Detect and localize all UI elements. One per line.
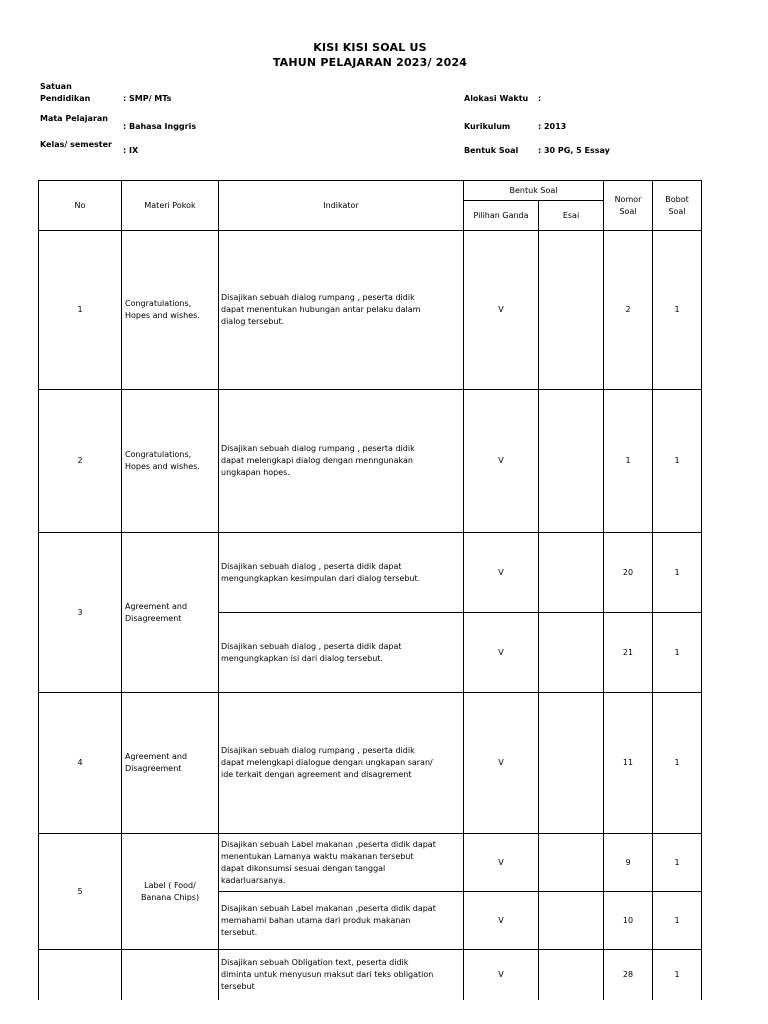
alokasi-value: : <box>538 94 542 103</box>
cell-nomor-soal: 1 <box>604 390 653 533</box>
kelas-value: : IX <box>123 146 139 155</box>
cell-esai <box>539 533 604 613</box>
indikator-line: Disajikan sebuah dialog rumpang , peserta didik <box>221 746 415 755</box>
indikator-line: Disajikan sebuah Obligation text, peserta didik <box>221 957 409 967</box>
indikator-line: dapat dikonsumsi sesuai dengan tanggal <box>221 863 386 873</box>
indikator-line: ungkapan hopes. <box>221 468 290 477</box>
header-pilihan-ganda: Pilihan Ganda <box>464 201 539 231</box>
cell-no <box>39 950 122 1000</box>
indikator-line: menentukan Lamanya waktu makanan tersebut <box>221 851 414 861</box>
indikator-line: tersebut. <box>221 927 258 937</box>
cell-no: 3 <box>39 533 122 693</box>
header-bobot-line-1: Bobot <box>665 194 689 204</box>
cell-indikator <box>219 390 464 533</box>
indikator-line: Disajikan sebuah dialog rumpang , peserta didik <box>221 444 415 453</box>
header-nomor-soal <box>604 181 653 231</box>
cell-bobot-soal: 1 <box>653 613 702 693</box>
indikator-line: ide terkait dengan agreement and disagrement <box>221 770 412 779</box>
cell-indikator <box>219 693 464 834</box>
title-line-1: KISI KISI SOAL US <box>313 41 427 54</box>
bentuk-label: Bentuk Soal <box>464 146 519 155</box>
indikator-line: tersebut <box>221 981 255 991</box>
cell-pilihan-ganda: V <box>464 950 539 1000</box>
materi-line: Congratulations, <box>125 450 192 459</box>
cell-pilihan-ganda: V <box>464 533 539 613</box>
cell-esai <box>539 613 604 693</box>
cell-bobot-soal: 1 <box>653 950 702 1000</box>
cell-bobot-soal: 1 <box>653 533 702 613</box>
indikator-line: Disajikan sebuah dialog , peserta didik dapat <box>221 641 402 651</box>
materi-line: Hopes and wishes. <box>125 311 200 320</box>
cell-indikator <box>219 892 464 950</box>
materi-line: Agreement and <box>125 601 188 611</box>
cell-indikator <box>219 613 464 693</box>
materi-line: Banana Chips) <box>140 892 200 902</box>
indikator-line: dapat menentukan hubungan antar pelaku dalam <box>221 305 421 314</box>
materi-line: Disagreement <box>125 613 182 623</box>
header-nomor-line-1: Nomor <box>614 194 642 204</box>
cell-bobot-soal: 1 <box>653 892 702 950</box>
cell-bobot-soal: 1 <box>653 834 702 892</box>
cell-bobot-soal: 1 <box>653 231 702 390</box>
cell-nomor-soal: 21 <box>604 613 653 693</box>
alokasi-label: Alokasi Waktu <box>464 94 529 103</box>
cell-no: 2 <box>39 390 122 533</box>
indikator-line: dapat melengkapi dialogue dengan ungkapan saran/ <box>221 758 433 767</box>
cell-pilihan-ganda: V <box>464 834 539 892</box>
table-row <box>39 834 702 892</box>
cell-no: 4 <box>39 693 122 834</box>
header-no: No <box>39 181 122 231</box>
table-header <box>39 181 702 231</box>
materi-line: Disagreement <box>125 764 182 773</box>
cell-pilihan-ganda: V <box>464 390 539 533</box>
cell-pilihan-ganda: V <box>464 693 539 834</box>
indikator-line: mengungkapkan isi dari dialog tersebut. <box>221 653 383 663</box>
header-nomor-line-2: Soal <box>619 206 637 216</box>
cell-materi-pokok <box>122 693 219 834</box>
materi-line: Congratulations, <box>125 299 192 308</box>
satuan-label-2: Pendidikan <box>40 94 91 103</box>
indikator-line: dialog tersebut. <box>221 317 285 326</box>
cell-nomor-soal: 10 <box>604 892 653 950</box>
cell-nomor-soal: 9 <box>604 834 653 892</box>
cell-materi-pokok <box>122 390 219 533</box>
cell-no: 1 <box>39 231 122 390</box>
cell-materi-pokok <box>122 834 219 950</box>
table-body <box>39 231 702 1000</box>
materi-line: Agreement and <box>125 752 188 761</box>
cell-esai <box>539 892 604 950</box>
cell-nomor-soal: 20 <box>604 533 653 613</box>
cell-esai <box>539 950 604 1000</box>
table-row <box>39 693 702 834</box>
indikator-line: dapat melengkapi dialog dengan menngunakan <box>221 456 413 465</box>
materi-line: Label ( Food/ <box>144 880 196 890</box>
cell-indikator <box>219 231 464 390</box>
cell-nomor-soal: 28 <box>604 950 653 1000</box>
cell-indikator <box>219 533 464 613</box>
cell-bobot-soal: 1 <box>653 693 702 834</box>
satuan-value: : SMP/ MTs <box>123 94 172 103</box>
cell-materi-pokok <box>122 231 219 390</box>
cell-pilihan-ganda: V <box>464 231 539 390</box>
cell-bobot-soal: 1 <box>653 390 702 533</box>
cell-nomor-soal: 2 <box>604 231 653 390</box>
kurikulum-value: : 2013 <box>538 122 567 131</box>
kisi-kisi-table <box>38 180 702 1000</box>
cell-pilihan-ganda: V <box>464 892 539 950</box>
indikator-line: Disajikan sebuah Label makanan ,peserta didik dapat <box>221 903 436 913</box>
cell-pilihan-ganda: V <box>464 613 539 693</box>
header-bobot-line-2: Soal <box>668 206 686 216</box>
header-bobot-soal <box>653 181 702 231</box>
title-line-2: TAHUN PELAJARAN 2023/ 2024 <box>272 56 468 69</box>
cell-indikator <box>219 950 464 1000</box>
header-esai: Esai <box>539 201 604 231</box>
cell-esai <box>539 693 604 834</box>
header-indikator: Indikator <box>219 181 464 231</box>
indikator-line: Disajikan sebuah dialog , peserta didik dapat <box>221 561 402 571</box>
materi-line: Hopes and wishes. <box>125 462 200 471</box>
mapel-value: : Bahasa Inggris <box>123 122 197 131</box>
cell-materi-pokok <box>122 533 219 693</box>
cell-materi-pokok <box>122 950 219 1000</box>
cell-indikator <box>219 834 464 892</box>
mapel-label: Mata Pelajaran <box>40 114 108 123</box>
cell-no: 5 <box>39 834 122 950</box>
header-bentuk-soal: Bentuk Soal <box>464 181 604 201</box>
table-row <box>39 533 702 613</box>
indikator-line: Disajikan sebuah Label makanan ,peserta didik dapat <box>221 839 436 849</box>
cell-esai <box>539 834 604 892</box>
kelas-label: Kelas/ semester <box>40 140 112 149</box>
kurikulum-label: Kurikulum <box>464 122 511 131</box>
table-row <box>39 231 702 390</box>
indikator-line: memahami bahan utama dari produk makanan <box>221 915 411 925</box>
cell-esai <box>539 390 604 533</box>
bentuk-value: : 30 PG, 5 Essay <box>538 146 610 155</box>
header-materi-pokok: Materi Pokok <box>122 181 219 231</box>
cell-nomor-soal: 11 <box>604 693 653 834</box>
indikator-line: mengungkapkan kesimpulan dari dialog tersebut. <box>221 573 421 583</box>
table-row <box>39 390 702 533</box>
indikator-line: kadarluarsanya. <box>221 875 286 885</box>
satuan-label-1: Satuan <box>40 82 72 91</box>
table-row <box>39 950 702 1000</box>
indikator-line: diminta untuk menyusun maksut dari teks obligation <box>221 969 434 979</box>
cell-esai <box>539 231 604 390</box>
indikator-line: Disajikan sebuah dialog rumpang , peserta didik <box>221 293 415 302</box>
